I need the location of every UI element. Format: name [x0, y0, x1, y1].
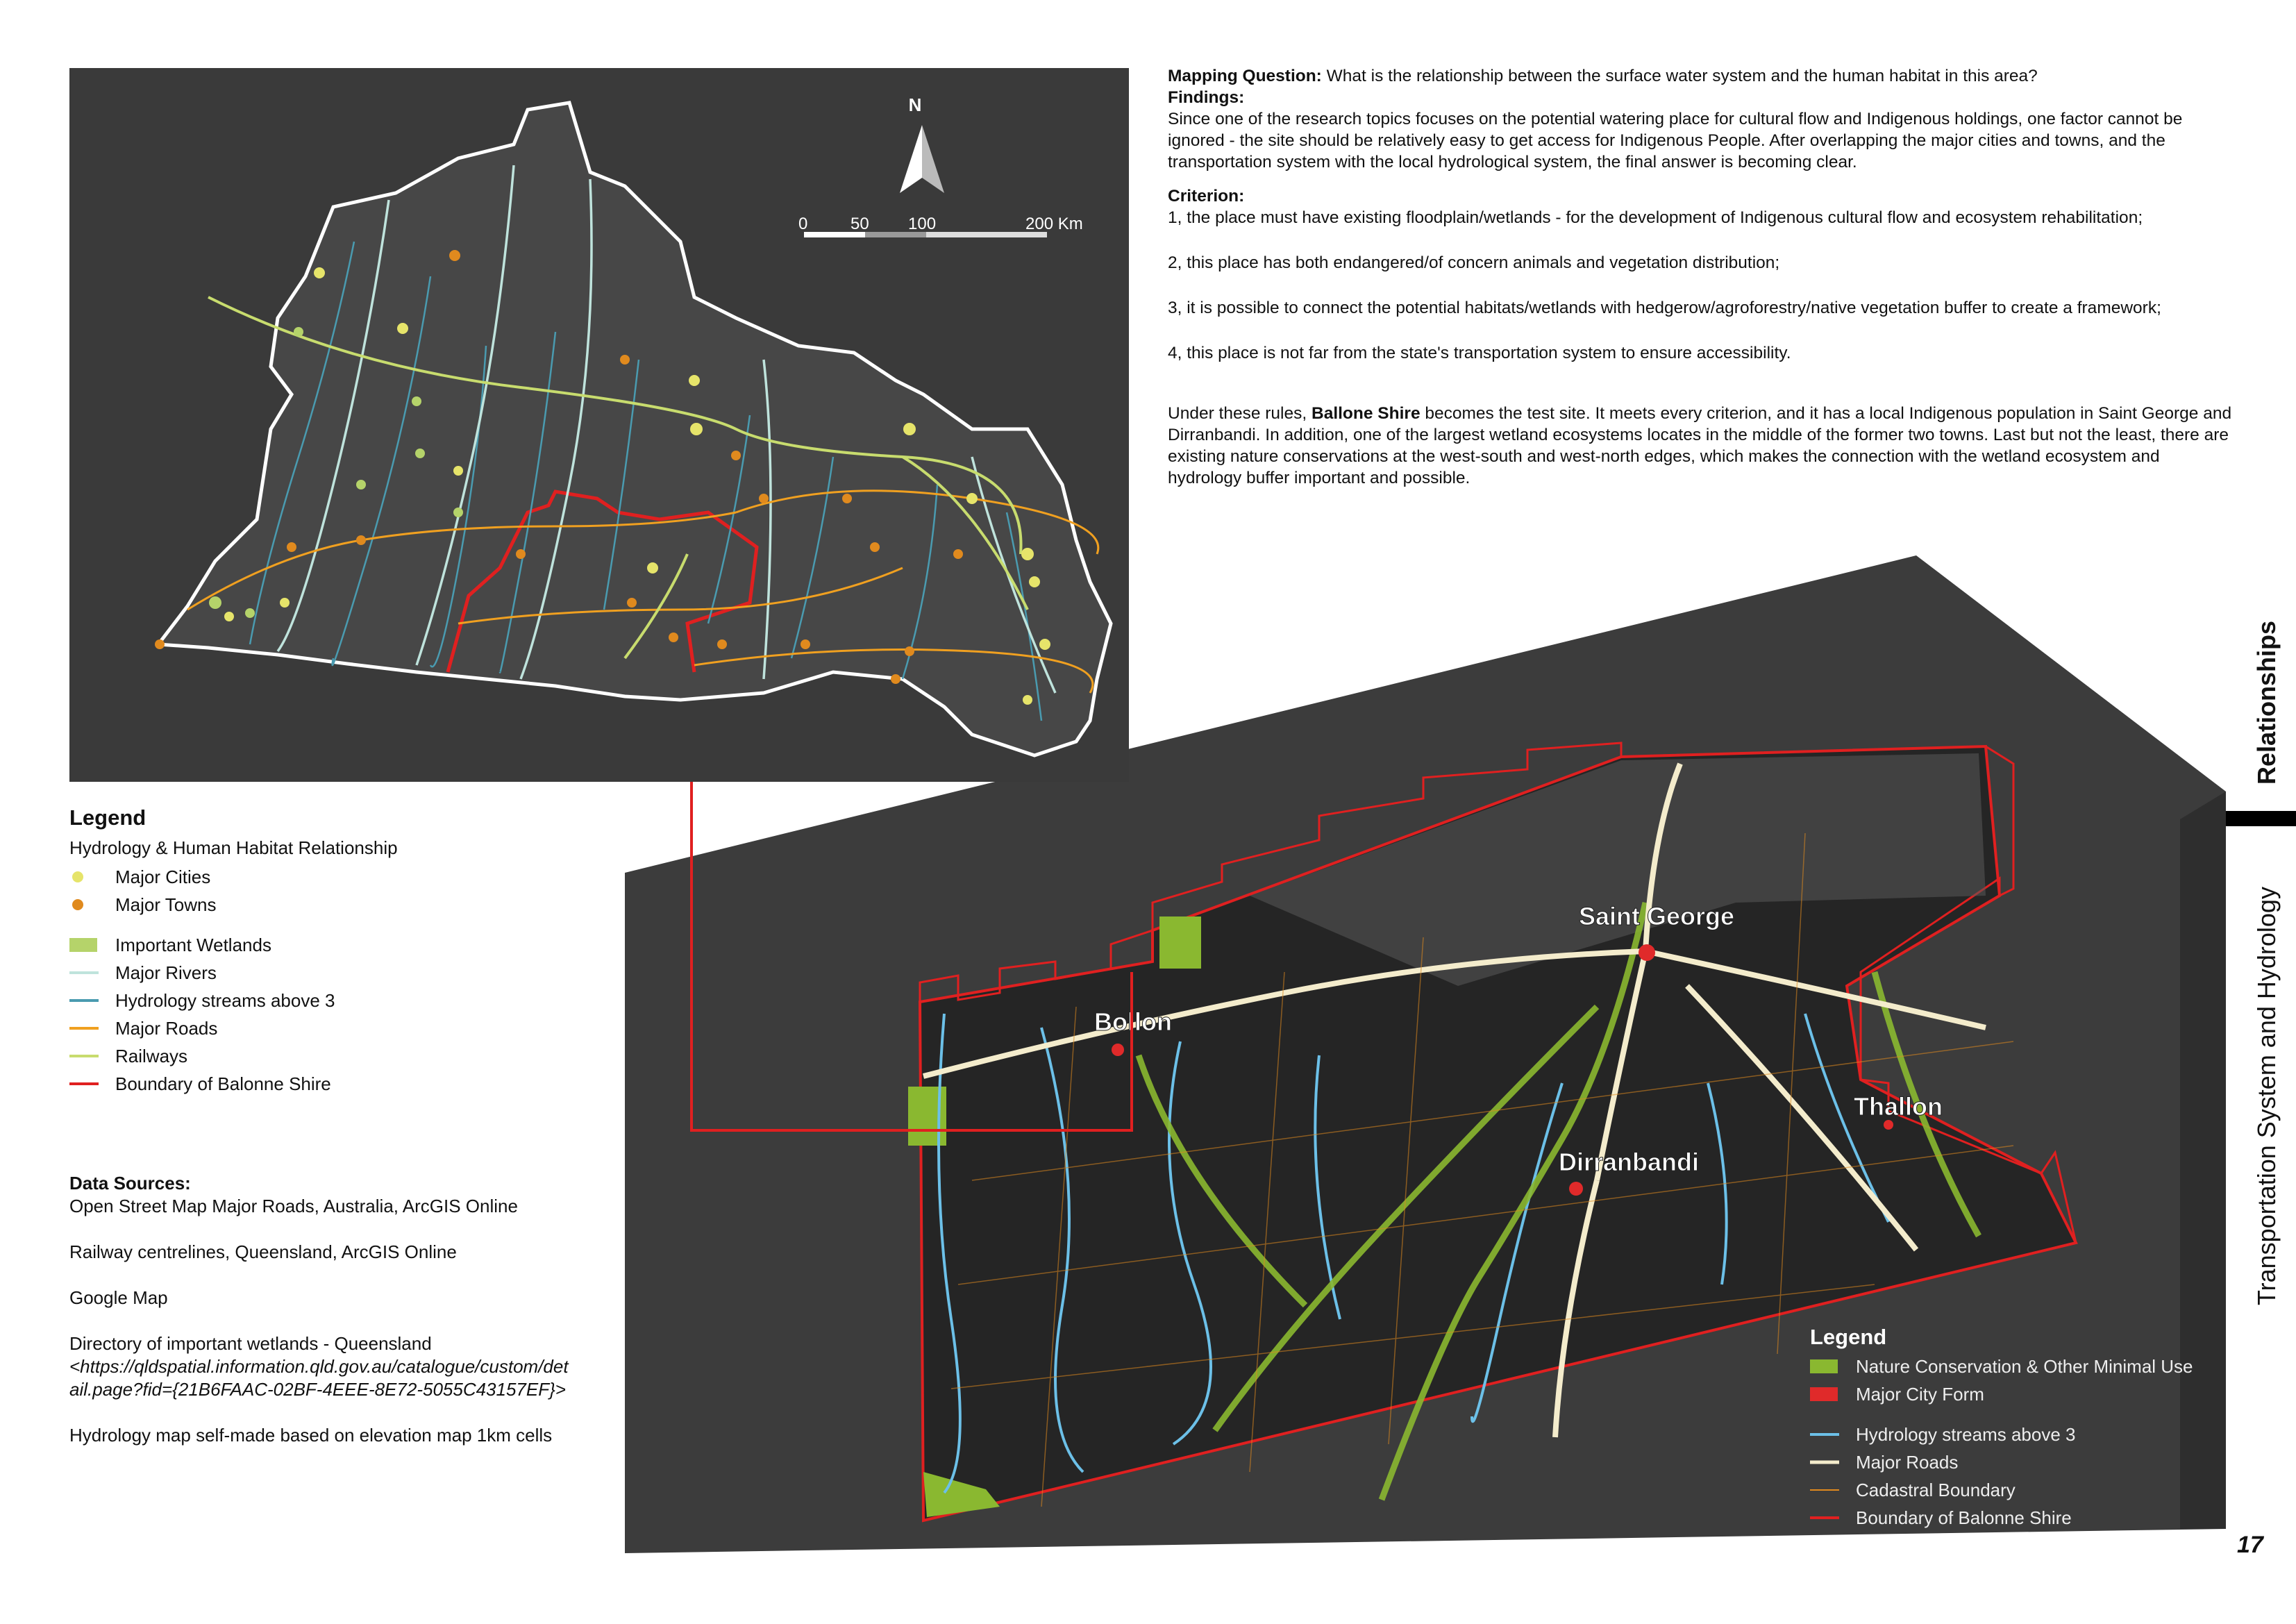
town-label-bollon: Bollon: [1094, 1007, 1172, 1036]
scale-label: 200 Km: [1025, 215, 1083, 233]
source-item: Directory of important wetlands - Queensland: [69, 1333, 432, 1354]
sources-title: Data Sources:: [69, 1173, 191, 1194]
legend-item-major-cities: Major Cities: [69, 863, 555, 891]
findings-label: Findings:: [1168, 88, 1245, 107]
legend-subtitle: Hydrology & Human Habitat Relationship: [69, 837, 398, 858]
city-form-thallon: [1884, 1120, 1893, 1130]
conclusion: Under these rules, Ballone Shire becomes the test site. It meets every criterion, and it has a local Indigenous population in Saint George and Dirranbandi. In addition, one of the largest wetland ecosystems locates in the middle of the former two towns. Last but not the least, there are existing nature conservations at the west-south and west-north edges, which makes the connection with the wetland ecosystem and hydrology buffer important and possible.: [1168, 404, 2232, 487]
north-arrow-icon: [922, 125, 944, 193]
legend-3d: [1810, 1325, 2227, 1532]
legend-overview: [69, 805, 555, 1098]
city-form-bollon: [1112, 1044, 1124, 1056]
side-tab-bar: [2226, 811, 2296, 826]
legend-item-shire-boundary: Boundary of Balonne Shire: [115, 1073, 331, 1094]
legend-item-streams: Hydrology streams above 3: [115, 989, 335, 1011]
source-item: Hydrology map self-made based on elevation map 1km cells: [69, 1425, 553, 1446]
section-title: Relationships: [2252, 620, 2281, 785]
source-url[interactable]: <https://qldspatial.information.qld.gov.au/catalogue/custom/detail.page?fid={21B6FAAC-02BF-4EEE-8E72-5055C43157EF}>: [69, 1356, 569, 1400]
mapping-question: Mapping Question: What is the relationship between the surface water system and the human habitat in this area?: [1168, 67, 2038, 85]
legend-item-shire-boundary: Boundary of Balonne Shire: [1856, 1507, 2072, 1528]
basin-boundary: [158, 103, 1111, 755]
criterion-item: 1, the place must have existing floodplain/wetlands - for the development of Indigenous cultural flow and ecosystem rehabilitation;: [1168, 208, 2143, 227]
legend-item-city-form: Major City Form: [1810, 1380, 2227, 1408]
scale-label: 100: [908, 215, 937, 233]
chapter-title: Transportation System and Hydrology: [2252, 887, 2281, 1305]
legend-item-nature-conservation: Nature Conservation & Other Minimal Use: [1810, 1353, 2227, 1380]
legend-item-major-roads: Major Roads: [1856, 1451, 1959, 1473]
analysis-text: [1168, 65, 2237, 489]
criterion-item: 3, it is possible to connect the potential habitats/wetlands with hedgerow/agroforestry/native vegetation buffer to create a framework;: [1168, 299, 2161, 317]
town-label-dirranbandi: Dirranbandi: [1559, 1148, 1700, 1176]
scale-label: 0: [798, 215, 808, 233]
legend-title: Legend: [69, 805, 146, 830]
legend-item-major-rivers: Major Rivers: [115, 962, 217, 983]
source-item: Open Street Map Major Roads, Australia, ArcGIS Online: [69, 1196, 518, 1216]
legend-item-wetlands: Important Wetlands: [69, 931, 555, 959]
overview-map: [69, 68, 1129, 782]
legend-item-major-towns: Major Towns: [69, 891, 555, 919]
legend-item-cadastral: Cadastral Boundary: [1856, 1479, 2016, 1500]
north-arrow-icon: [900, 125, 922, 193]
nature-conservation: [1159, 916, 1201, 969]
criterion-item: 4, this place is not far from the state's transportation system to ensure accessibility.: [1168, 344, 1791, 362]
data-sources: [69, 1172, 569, 1447]
legend-item-streams: Hydrology streams above 3: [1856, 1423, 2076, 1445]
north-arrow[interactable]: [900, 94, 944, 193]
scale-label: 50: [850, 215, 869, 233]
legend-item-railways: Railways: [115, 1045, 188, 1066]
scale-bar: [798, 215, 1083, 237]
source-item: Google Map: [69, 1287, 168, 1308]
town-label-saint-george: Saint George: [1579, 902, 1735, 930]
city-form-dirranbandi: [1569, 1182, 1583, 1196]
north-label: N: [908, 94, 922, 115]
town-label-thallon: Thallon: [1854, 1092, 1943, 1121]
city-form-saint-george: [1639, 944, 1655, 961]
legend-title: Legend: [1810, 1325, 1887, 1349]
criterion-label: Criterion:: [1168, 187, 1245, 206]
legend-item-major-roads: Major Roads: [115, 1017, 218, 1039]
source-item: Railway centrelines, Queensland, ArcGIS Online: [69, 1241, 457, 1262]
page-number: 17: [2237, 1532, 2263, 1558]
findings-text: Since one of the research topics focuses on the potential watering place for cultural flow and Indigenous holdings, one factor cannot be ignored - the site should be relatively easy to get access for Indigenous People. After overlapping the major cities and towns, and the transportation system with the local hydrological system, the final answer is becoming clear.: [1168, 110, 2183, 171]
criterion-item: 2, this place has both endangered/of concern animals and vegetation distribution;: [1168, 253, 1780, 272]
